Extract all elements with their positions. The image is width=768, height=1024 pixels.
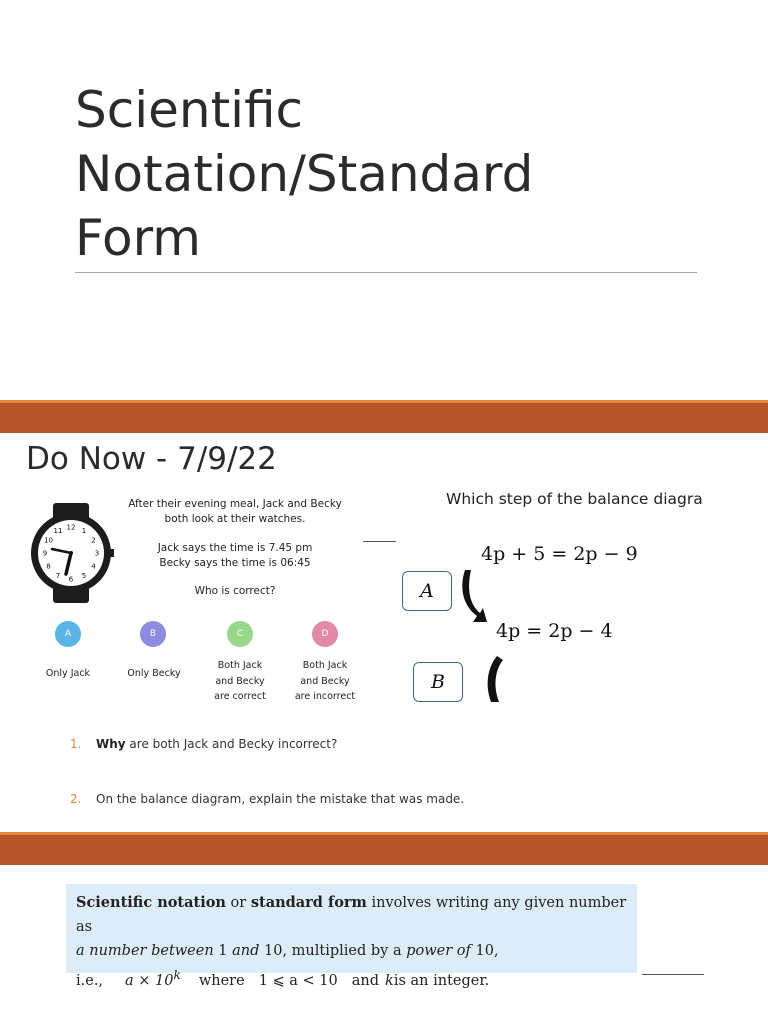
title-slide [0, 0, 768, 400]
do-now-slide [0, 433, 768, 832]
jack-statement: Jack says the time is 7.45 pm [157, 542, 313, 554]
definition-line-1 [76, 891, 627, 939]
option-a-label [28, 666, 108, 682]
becky-statement: Becky says the time is 06:45 [159, 557, 311, 569]
equation-1: 4p + 5 = 2p − 9 [481, 543, 638, 565]
option-c-label [200, 658, 280, 705]
definition-ie: i.e., [76, 972, 104, 989]
title-divider [75, 272, 697, 273]
title-line-1: Scientific [75, 81, 304, 139]
task-2-number: 2. [70, 792, 82, 806]
title-line-3: Form [75, 209, 201, 267]
title-line-2: Notation/Standard [75, 145, 534, 203]
footer-line [642, 974, 704, 975]
task-2-text: On the balance diagram, explain the mistake that was made. [96, 792, 465, 806]
definition-exponent: k [173, 968, 181, 982]
definition-line-2 [76, 939, 627, 963]
option-b-text: Only Becky [127, 668, 181, 679]
option-c-line-1: Both Jack [217, 660, 263, 671]
definition-number-between: a number between [76, 943, 214, 959]
definition-condition: 1 ⩽ a < 10 [258, 972, 338, 989]
definition-power-of: power of [406, 943, 471, 959]
task-1-bold: Why [96, 737, 126, 751]
slide-separator-1 [0, 400, 768, 433]
slide-separator-2 [0, 832, 768, 865]
option-d-line-2: and Becky [300, 675, 350, 687]
task-1-text: are both Jack and Becky incorrect? [125, 737, 338, 751]
definition-expression: a × 10 [125, 972, 174, 989]
dial-number: 6 [68, 575, 74, 584]
option-d-label [285, 658, 365, 705]
definition-line-1-rest: involves writing any given number as [76, 895, 627, 935]
page-title [75, 78, 715, 270]
option-b-label [114, 666, 194, 682]
clock-question: Who is correct? [194, 585, 276, 597]
dial-number: 3 [94, 549, 100, 558]
dial-number: 8 [46, 562, 51, 571]
definition-k: k [385, 972, 394, 989]
definition-slide [0, 866, 768, 1024]
option-d-line-1: Both Jack [302, 660, 348, 671]
option-c-line-2: and Becky [215, 675, 265, 687]
divider-line [363, 541, 396, 542]
definition-where: where [198, 972, 245, 989]
dial-number: 2 [91, 536, 96, 545]
dial-number: 11 [53, 527, 63, 535]
definition-or: or [225, 895, 251, 911]
dial-number: 7 [55, 572, 61, 580]
equation-2: 4p = 2p − 4 [496, 620, 613, 642]
dial-number: 10 [44, 536, 53, 545]
definition-ten: 10, [470, 943, 499, 959]
step-a-label: A [420, 580, 434, 602]
definition-line-3 [76, 963, 627, 993]
definition-multiplied: 10, multiplied by a [259, 943, 407, 959]
task-1 [70, 737, 337, 751]
option-b-circle[interactable] [140, 621, 166, 647]
step-b-label: B [431, 671, 445, 693]
option-c-letter: C [236, 629, 244, 639]
option-b-letter: B [149, 629, 157, 639]
definition-and: and [232, 943, 260, 959]
watch-icon [26, 503, 116, 603]
definition-box [66, 884, 637, 989]
option-d-line-3: are incorrect [294, 691, 356, 702]
intro-line-2: both look at their watches. [164, 513, 306, 525]
option-d-letter: D [321, 629, 329, 639]
dial-number: 4 [91, 562, 96, 571]
term-standard-form: standard form [250, 894, 367, 911]
definition-one: 1 [213, 943, 233, 959]
step-a-box[interactable] [402, 571, 452, 611]
option-a-circle[interactable] [55, 621, 81, 647]
task-2 [70, 792, 464, 806]
option-c-line-3: are correct [214, 691, 266, 702]
term-scientific-notation: Scientific notation [76, 894, 226, 911]
dial-number: 5 [81, 572, 87, 580]
dial-number: 9 [42, 549, 48, 558]
balance-question: Which step of the balance diagra [446, 490, 703, 508]
watch-statements [120, 541, 350, 571]
curved-arrows-icon [455, 568, 515, 708]
definition-and-2: and [351, 972, 380, 989]
task-1-number: 1. [70, 737, 82, 751]
option-c-circle[interactable] [227, 621, 253, 647]
do-now-heading: Do Now - 7/9/22 [26, 441, 277, 477]
intro-line-1: After their evening meal, Jack and Becky [128, 498, 342, 510]
option-a-letter: A [64, 629, 72, 639]
dial-number: 12 [66, 523, 76, 532]
option-d-circle[interactable] [312, 621, 338, 647]
option-a-text: Only Jack [45, 668, 91, 679]
dial-number: 1 [81, 527, 87, 535]
clock-question-intro [120, 497, 350, 527]
definition-integer: is an integer. [393, 972, 490, 989]
